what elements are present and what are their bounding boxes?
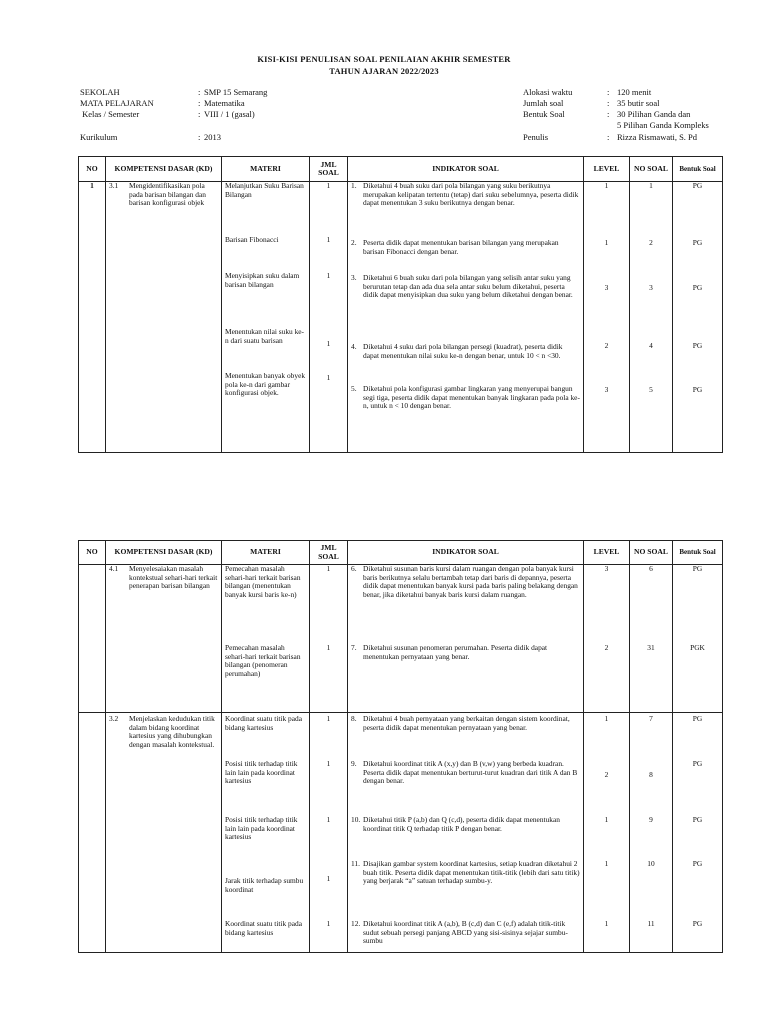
document-title: KISI-KISI PENULISAN SOAL PENILAIAN AKHIR SEMESTER xyxy=(257,54,511,64)
bentuk-item: PG xyxy=(692,564,703,573)
meta-value: 2013 xyxy=(204,132,221,142)
nosoal-item: 2 xyxy=(649,238,653,247)
level-item: 1 xyxy=(604,238,609,247)
col-header-indikator: INDIKATOR SOAL xyxy=(348,541,584,565)
level-item: 1 xyxy=(604,815,609,824)
indikator-item xyxy=(351,860,580,886)
kd-number: 4.1 xyxy=(109,564,119,573)
indikator-item xyxy=(351,565,580,599)
col-header-indikator: INDIKATOR SOAL xyxy=(348,157,584,182)
meta-row-kelas xyxy=(80,109,267,120)
indikator-number: 5. xyxy=(351,384,357,393)
meta-colon: : xyxy=(607,87,610,97)
materi-item: Posisi titik terhadap titik lain lain pada koordinat kartesius xyxy=(225,759,298,786)
level-item: 2 xyxy=(604,643,609,652)
kd-text: Menjelaskan kedudukan titik dalam bidang koordinat kartesius yang dihubungkan dengan masalah kontekstual. xyxy=(129,714,215,749)
jml-item: 1 xyxy=(326,714,331,723)
indikator-number: 10. xyxy=(351,815,361,824)
meta-colon: : xyxy=(198,98,201,108)
jml-item: 1 xyxy=(326,759,331,768)
meta-label: Bentuk Soal xyxy=(523,109,565,119)
col-header-kd: KOMPETENSI DASAR (KD) xyxy=(106,541,222,565)
meta-row-bentuk-cont xyxy=(523,120,709,131)
level-item: 3 xyxy=(604,385,609,394)
level-item: 3 xyxy=(604,564,609,573)
meta-colon: : xyxy=(198,109,201,119)
indikator-text: Diketahui pola konfigurasi gambar lingkaran yang menyerupai bangun segi tiga, peserta didik dapat menentukan banyak lingkaran pada pola ke-n, untuk n < 10 dengan benar. xyxy=(363,384,580,411)
indikator-text: Disajikan gambar system koordinat kartesius, setiap kuadran diketahui 2 buah titik. Peserta didik dapat menentukan titik-titik (lebih dari satu titik) yang berjarak “a” satuan terhadap sumbu-y. xyxy=(363,859,580,886)
meta-row-jumlah xyxy=(523,98,709,109)
level-item: 1 xyxy=(604,181,609,190)
meta-label: Jumlah soal xyxy=(523,98,564,108)
nosoal-cell xyxy=(630,713,673,953)
indikator-item xyxy=(351,182,580,208)
bentuk-cell xyxy=(673,713,723,953)
meta-colon: : xyxy=(607,132,610,142)
bentuk-item: PG xyxy=(692,341,703,350)
jml-cell xyxy=(310,565,348,713)
nosoal-item: 4 xyxy=(649,341,653,350)
nosoal-item: 6 xyxy=(649,564,653,573)
materi-item: Melanjutkan Suku Barisan Bilangan xyxy=(225,181,304,199)
indikator-number: 1. xyxy=(351,181,357,190)
table-row xyxy=(79,713,723,953)
indikator-text: Diketahui koordinat titik A (a,b), B (c,d) dan C (e,f) adalah titik-titik sudut sebuah persegi panjang ABCD yang sisi-sisinya sejajar sumbu-sumbu xyxy=(363,919,568,946)
materi-item: Menentukan nilai suku ke-n dari suatu barisan xyxy=(225,327,305,345)
bentuk-item: PG xyxy=(692,238,703,247)
indikator-item xyxy=(351,920,580,946)
kd-cell xyxy=(106,565,222,713)
kd-number: 3.2 xyxy=(109,714,119,723)
materi-item: Menentukan banyak obyek pola ke-n dari gambar konfigurasi objek. xyxy=(225,371,306,398)
nosoal-item: 11 xyxy=(647,919,655,928)
level-item: 2 xyxy=(604,770,609,779)
meta-value: 5 Pilihan Ganda Kompleks xyxy=(617,120,709,130)
materi-item: Pemecahan masalah sehari-hari terkait barisan bilangan (menentukan banyak kursi baris ke-n) xyxy=(225,564,301,599)
col-header-kd: KOMPETENSI DASAR (KD) xyxy=(106,157,222,182)
indikator-item xyxy=(351,385,580,411)
indikator-number: 6. xyxy=(351,564,357,573)
indikator-text: Diketahui koordinat titik A (x,y) dan B (v,w) yang berbeda kuadran. Peserta didik dapat menentukan berturut-turut kuadran dari titik A dan B dengan benar. xyxy=(363,759,578,786)
bentuk-item: PG xyxy=(692,759,703,768)
materi-item: Posisi titik terhadap titik lain lain pada koordinat kartesius xyxy=(225,815,298,842)
level-item: 3 xyxy=(604,283,609,292)
level-item: 1 xyxy=(604,859,609,868)
meta-label: MATA PELAJARAN xyxy=(80,98,154,108)
nosoal-item: 5 xyxy=(649,385,653,394)
kd-text: Mengidentifikasikan pola pada barisan bilangan dan barisan konfigurasi objek xyxy=(129,181,206,208)
indikator-number: 4. xyxy=(351,342,357,351)
indikator-cell xyxy=(348,713,584,953)
level-item: 1 xyxy=(604,919,609,928)
bentuk-cell xyxy=(673,565,723,713)
meta-colon: : xyxy=(198,132,201,142)
meta-row-alokasi xyxy=(523,87,709,98)
meta-label: SEKOLAH xyxy=(80,87,120,97)
meta-label: Kurikulum xyxy=(80,132,118,142)
nosoal-cell xyxy=(630,565,673,713)
col-header-no: NO xyxy=(79,157,106,182)
indikator-text: Peserta didik dapat menentukan barisan bilangan yang merupakan barisan Fibonacci dengan benar. xyxy=(363,238,559,256)
bentuk-cell xyxy=(673,182,723,453)
bentuk-item: PGK xyxy=(690,643,705,652)
level-item: 2 xyxy=(604,341,609,350)
indikator-text: Diketahui 4 buah pernyataan yang berkaitan dengan sistem koordinat, peserta didik dapat menentukan pernyataan yang benar. xyxy=(363,714,570,732)
col-header-jml: JML SOAL xyxy=(310,157,348,182)
materi-cell xyxy=(222,565,310,713)
meta-row-mapel xyxy=(80,98,267,109)
indikator-number: 7. xyxy=(351,643,357,652)
document-subtitle: TAHUN AJARAN 2022/2023 xyxy=(329,66,439,76)
row-no xyxy=(79,565,106,713)
row-no: 1 xyxy=(79,182,106,453)
bentuk-item: PG xyxy=(692,815,703,824)
meta-value: Matematika xyxy=(204,98,245,108)
meta-value: SMP 15 Semarang xyxy=(204,87,268,97)
jml-item: 1 xyxy=(326,564,331,573)
table-header-row xyxy=(79,541,723,565)
indikator-cell xyxy=(348,565,584,713)
indikator-cell xyxy=(348,182,584,453)
nosoal-cell xyxy=(630,182,673,453)
indikator-number: 12. xyxy=(351,919,361,928)
jml-item: 1 xyxy=(326,235,331,244)
indikator-item xyxy=(351,239,580,256)
col-header-level: LEVEL xyxy=(584,157,630,182)
indikator-item xyxy=(351,715,580,732)
materi-cell xyxy=(222,713,310,953)
col-header-bentuk: Bentuk Soal xyxy=(673,157,723,182)
kisi-table-2 xyxy=(78,540,723,953)
indikator-number: 9. xyxy=(351,759,357,768)
meta-colon: : xyxy=(607,109,610,119)
meta-row-kurikulum xyxy=(80,132,267,143)
bentuk-item: PG xyxy=(692,714,703,723)
jml-item: 1 xyxy=(326,919,331,928)
meta-value: 30 Pilihan Ganda dan xyxy=(617,109,691,119)
indikator-item xyxy=(351,644,580,661)
indikator-text: Diketahui titik P (a,b) dan Q (c,d), peserta didik dapat menentukan koordinat titik Q terhadap titik P dengan benar. xyxy=(363,815,560,833)
jml-item: 1 xyxy=(326,643,331,652)
indikator-item xyxy=(351,760,580,786)
kd-cell xyxy=(106,182,222,453)
col-header-level: LEVEL xyxy=(584,541,630,565)
indikator-number: 3. xyxy=(351,273,357,282)
nosoal-item: 31 xyxy=(647,643,655,652)
kisi-table-1 xyxy=(78,156,723,453)
materi-item: Koordinat suatu titik pada bidang kartesius xyxy=(225,919,302,937)
meta-row-bentuk xyxy=(523,109,709,120)
table-header-row xyxy=(79,157,723,182)
kd-text: Menyelesaiakan masalah kontekstual sehari-hari terkait penerapan barisan bilangan xyxy=(129,564,218,591)
col-header-no: NO xyxy=(79,541,106,565)
col-header-materi: MATERI xyxy=(222,541,310,565)
col-header-nosoal: NO SOAL xyxy=(630,157,673,182)
meta-right xyxy=(523,87,709,143)
meta-value: 120 menit xyxy=(617,87,652,97)
meta-colon: : xyxy=(607,98,610,108)
level-item: 1 xyxy=(604,714,609,723)
bentuk-item: PG xyxy=(692,181,703,190)
indikator-text: Diketahui 6 buah suku dari pola bilangan yang selisih antar suku yang berurutan tetap dan ada dua sela antar suku belum diketahui, peserta didik dapat menyisipkan dua suku yang belum diketahui dengan benar. xyxy=(363,273,573,300)
col-header-jml: JML SOAL xyxy=(310,541,348,565)
meta-row-sekolah xyxy=(80,87,267,98)
jml-item: 1 xyxy=(326,815,331,824)
meta-left xyxy=(80,87,267,143)
indikator-number: 2. xyxy=(351,238,357,247)
col-header-bentuk: Bentuk Soal xyxy=(673,541,723,565)
materi-item: Koordinat suatu titik pada bidang kartesius xyxy=(225,714,302,732)
jml-cell xyxy=(310,182,348,453)
meta-colon: : xyxy=(198,87,201,97)
meta-label: Kelas / Semester xyxy=(80,109,140,119)
nosoal-item: 1 xyxy=(649,181,653,190)
indikator-text: Diketahui susunan baris kursi dalam ruangan dengan pola banyak kursi baris berikutnya selalu bertambah tetap dari baris di depannya, peserta didik dapat menentukan banyak kursi pada baris paling belakang dengan benar, jika diketahui banyak baris kursi dalam ruangan. xyxy=(363,564,578,599)
level-cell xyxy=(584,565,630,713)
jml-item: 1 xyxy=(326,339,331,348)
jml-item: 1 xyxy=(326,271,331,280)
table-row xyxy=(79,565,723,713)
jml-item: 1 xyxy=(326,181,331,190)
jml-cell xyxy=(310,713,348,953)
indikator-item xyxy=(351,343,580,360)
indikator-item xyxy=(351,274,580,300)
nosoal-item: 8 xyxy=(649,770,653,779)
indikator-text: Diketahui 4 buah suku dari pola bilangan yang suku berikutnya merupakan kelipatan tertentu (tetap) dari suku sebelumnya, peserta didik dapat menentukan 3 suku berikutnya dengan benar. xyxy=(363,181,579,208)
materi-item: Jarak titik terhadap sumbu koordinat xyxy=(225,876,304,894)
jml-item: 1 xyxy=(326,874,331,883)
table-row xyxy=(79,182,723,453)
indikator-number: 11. xyxy=(351,859,360,868)
jml-item: 1 xyxy=(326,373,331,382)
meta-value: Rizza Rismawati, S. Pd xyxy=(617,132,698,142)
bentuk-item: PG xyxy=(692,859,703,868)
materi-item: Pemecahan masalah sehari-hari terkait barisan bilangan (penomeran perumahan) xyxy=(225,643,301,678)
bentuk-item: PG xyxy=(692,283,703,292)
kd-number: 3.1 xyxy=(109,181,119,190)
nosoal-item: 10 xyxy=(647,859,655,868)
col-header-materi: MATERI xyxy=(222,157,310,182)
nosoal-item: 3 xyxy=(649,283,653,292)
meta-value: VIII / 1 (gasal) xyxy=(204,109,255,119)
level-cell xyxy=(584,182,630,453)
meta-row-penulis xyxy=(523,132,709,143)
indikator-item xyxy=(351,816,580,833)
materi-cell xyxy=(222,182,310,453)
nosoal-item: 9 xyxy=(649,815,653,824)
kd-cell xyxy=(106,713,222,953)
materi-item: Barisan Fibonacci xyxy=(225,235,279,244)
indikator-text: Diketahui susunan penomeran perumahan. Peserta didik dapat menentukan pernyataan yang benar. xyxy=(363,643,548,661)
materi-item: Menyisipkan suku dalam barisan bilangan xyxy=(225,271,300,289)
indikator-number: 8. xyxy=(351,714,357,723)
meta-label: Penulis xyxy=(523,132,549,142)
nosoal-item: 7 xyxy=(649,714,653,723)
bentuk-item: PG xyxy=(692,385,703,394)
row-no xyxy=(79,713,106,953)
level-cell xyxy=(584,713,630,953)
indikator-text: Diketahui 4 suku dari pola bilangan persegi (kuadrat), peserta didik dapat menentukan nilai suku ke-n dengan benar, untuk 10 < n <30. xyxy=(363,342,563,360)
meta-value: 35 butir soal xyxy=(617,98,660,108)
meta-label: Alokasi waktu xyxy=(523,87,573,97)
bentuk-item: PG xyxy=(692,919,703,928)
col-header-nosoal: NO SOAL xyxy=(630,541,673,565)
